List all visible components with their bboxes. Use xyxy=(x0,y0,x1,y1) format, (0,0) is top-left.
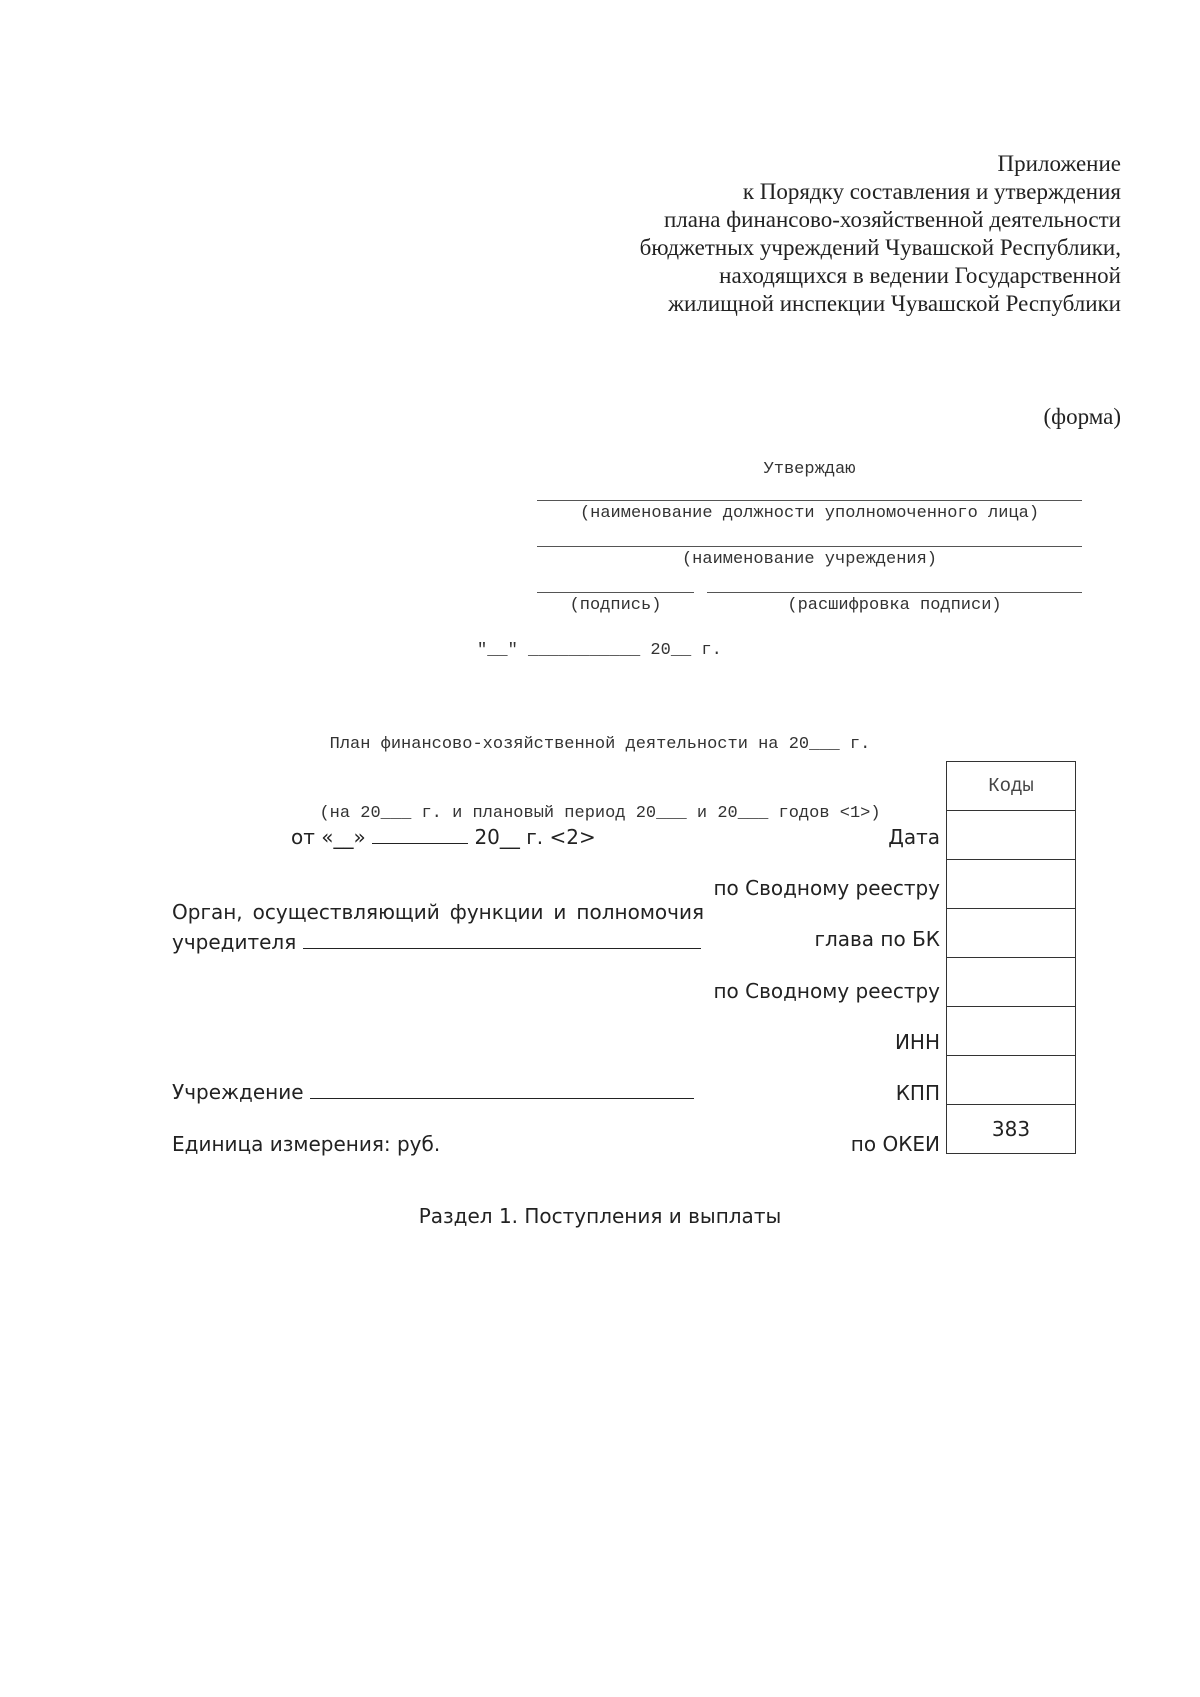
code-cell-registry-2 xyxy=(947,958,1076,1007)
appendix-line: находящихся в ведении Государственной xyxy=(719,263,1121,288)
row-label-kpp: КПП xyxy=(895,1081,940,1105)
unit-label: Единица измерения: руб. xyxy=(172,1132,441,1156)
institution-line xyxy=(537,546,1082,547)
from-date-field xyxy=(291,825,596,849)
code-cell-date xyxy=(947,811,1076,860)
signature-decode-caption: (расшифровка подписи) xyxy=(787,596,1002,615)
founder-blank[interactable] xyxy=(303,930,701,949)
code-cell-bk-chapter xyxy=(947,909,1076,958)
appendix-line: бюджетных учреждений Чувашской Республики, xyxy=(639,235,1121,260)
row-label-registry-2: по Сводному реестру xyxy=(713,979,940,1003)
founder-field xyxy=(172,897,704,957)
founder-label-line2: учредителя xyxy=(172,930,297,954)
position-line xyxy=(537,500,1082,501)
signature-line xyxy=(537,592,694,593)
section-title: Раздел 1. Поступления и выплаты xyxy=(418,1204,782,1228)
row-label-registry: по Сводному реестру xyxy=(713,876,940,900)
appendix-line: плана финансово-хозяйственной деятельности xyxy=(663,207,1121,232)
institution-label: Учреждение xyxy=(172,1080,304,1104)
institution-caption: (наименование учреждения) xyxy=(681,550,938,569)
institution-field xyxy=(172,1080,694,1104)
signature-caption: (подпись) xyxy=(569,596,662,615)
codes-table xyxy=(946,761,1076,1154)
founder-label-line1: Орган, осуществляющий функции и полномочия xyxy=(172,900,704,924)
appendix-header xyxy=(501,150,1121,318)
position-caption: (наименование должности уполномоченного лица) xyxy=(579,504,1040,523)
from-date-blank[interactable] xyxy=(372,825,468,844)
row-label-bk-chapter: глава по БК xyxy=(814,927,940,951)
code-cell-okei: 383 xyxy=(947,1105,1076,1154)
institution-blank[interactable] xyxy=(310,1080,694,1099)
plan-title-line2: (на 20___ г. и плановый период 20___ и 20___ годов <1>) xyxy=(319,804,881,823)
form-label: (форма) xyxy=(1043,404,1121,429)
code-cell-inn xyxy=(947,1007,1076,1056)
appendix-line: жилищной инспекции Чувашской Республики xyxy=(668,291,1121,316)
plan-title-line1: План финансово-хозяйственной деятельности на 20___ г. xyxy=(329,735,871,754)
codes-header: Коды xyxy=(947,762,1076,811)
signature-decode-line xyxy=(707,592,1082,593)
row-label-okei: по ОКЕИ xyxy=(850,1132,940,1156)
row-label-inn: ИНН xyxy=(894,1030,940,1054)
row-label-date: Дата xyxy=(888,825,940,849)
code-cell-kpp xyxy=(947,1056,1076,1105)
from-date-prefix: от «__» xyxy=(291,825,366,849)
approval-date-line: "__" ___________ 20__ г. xyxy=(477,641,722,660)
appendix-line: к Порядку составления и утверждения xyxy=(742,179,1121,204)
from-date-year: 20__ г. <2> xyxy=(474,825,596,849)
code-cell-registry xyxy=(947,860,1076,909)
approve-title: Утверждаю xyxy=(763,460,856,479)
appendix-line: Приложение xyxy=(997,151,1121,176)
